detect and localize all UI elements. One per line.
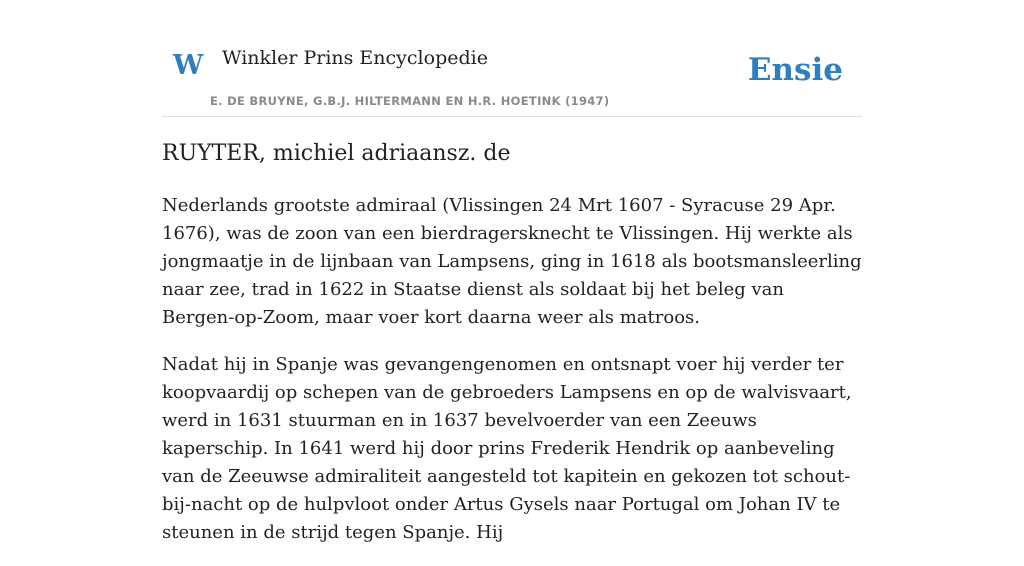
article-body (162, 192, 862, 566)
site-title[interactable]: Winkler Prins Encyclopedie (222, 47, 488, 69)
article-title: RUYTER, michiel adriaansz. de (162, 141, 511, 166)
site-header (162, 0, 862, 117)
winkler-prins-logo-icon[interactable]: W (173, 50, 204, 81)
article-paragraph: Nadat hij in Spanje was gevangengenomen en ontsnapt voer hij verder ter koopvaardij op schepen van de gebroeders Lampsens en op de walvisvaart, werd in 1631 stuurman en in 1637 bevelvoerder van een Zeeuws kaperschip. In 1641 werd hij door prins Frederik Hendrik op aanbeveling van de Zeeuwse admiraliteit aangesteld tot kapitein en gekozen tot schout-bij-nacht op de hulpvloot onder Artus Gysels naar Portugal om Johan IV te steunen in de strijd tegen Spanje. Hij (162, 354, 852, 543)
article-paragraph: Nederlands grootste admiraal (Vlissingen 24 Mrt 1607 - Syracuse 29 Apr. 1676), was de zoon van een bierdragersknecht te Vlissingen. Hij werkte als jongmaatje in de lijnbaan van Lampsens, ging in 1618 als bootsmansleerling naar zee, trad in 1622 in Staatse dienst als soldaat bij het beleg van Bergen-op-Zoom, maar voer kort daarna weer als matroos. (162, 195, 862, 328)
authors-line: E. DE BRUYNE, G.B.J. HILTERMANN EN H.R. HOETINK (1947) (210, 94, 610, 108)
ensie-brand-link[interactable]: Ensie (747, 52, 843, 88)
